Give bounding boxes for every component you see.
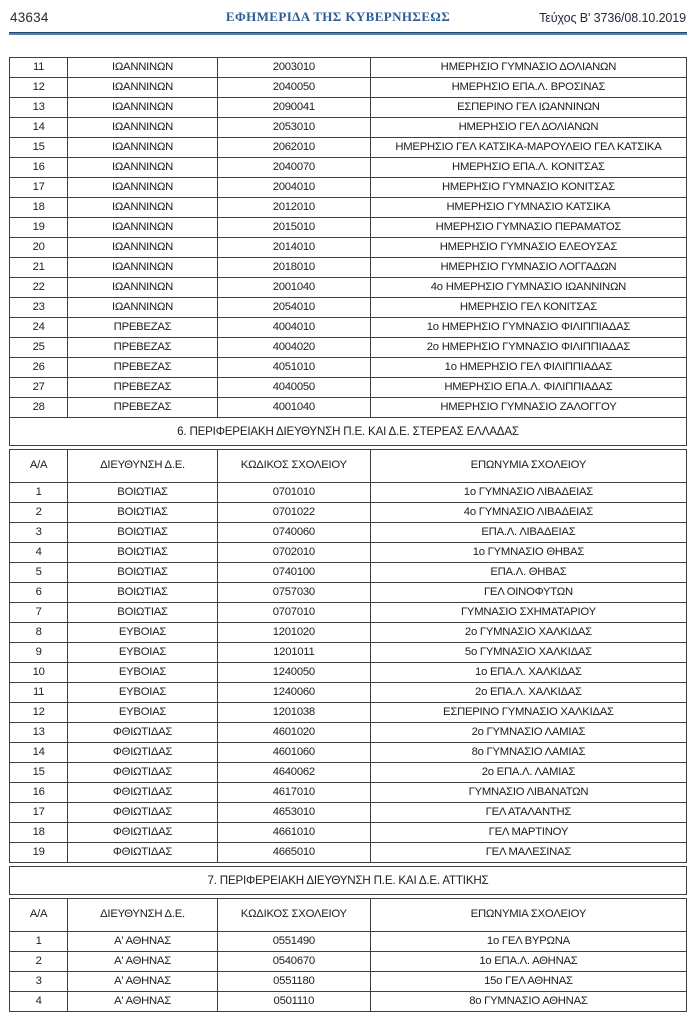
table-cell: ΕΥΒΟΙΑΣ	[68, 663, 218, 683]
schools-table-attikis	[9, 898, 687, 1012]
table-cell: 2001040	[217, 278, 370, 298]
table-cell: 4001040	[217, 398, 370, 418]
table-cell: 14	[10, 743, 68, 763]
table-cell: 1ο ΓΥΜΝΑΣΙΟ ΘΗΒΑΣ	[370, 543, 686, 563]
table-row	[10, 743, 687, 763]
table-cell: 2	[10, 952, 68, 972]
table-cell: 10	[10, 663, 68, 683]
gazette-title: ΕΦΗΜΕΡΙΔΑ ΤΗΣ ΚΥΒΕΡΝΗΣΕΩΣ	[225, 9, 451, 24]
table-cell: ΙΩΑΝΝΙΝΩΝ	[68, 98, 218, 118]
table-cell: 6	[10, 583, 68, 603]
table-cell: 1ο ΓΕΛ ΒΥΡΩΝΑ	[370, 932, 686, 952]
table-cell: ΗΜΕΡΗΣΙΟ ΕΠΑ.Λ. ΚΟΝΙΤΣΑΣ	[370, 158, 686, 178]
table-cell: 8ο ΓΥΜΝΑΣΙΟ ΑΘΗΝΑΣ	[370, 992, 686, 1012]
table-cell: ΙΩΑΝΝΙΝΩΝ	[68, 298, 218, 318]
table-cell: 1201038	[217, 703, 370, 723]
table-cell: ΠΡΕΒΕΖΑΣ	[68, 318, 218, 338]
table-cell: 3	[10, 972, 68, 992]
table-cell: 15ο ΓΕΛ ΑΘΗΝΑΣ	[370, 972, 686, 992]
table-row	[10, 398, 687, 418]
table-cell: 1ο ΗΜΕΡΗΣΙΟ ΓΕΛ ΦΙΛΙΠΠΙΑΔΑΣ	[370, 358, 686, 378]
table-cell: 18	[10, 823, 68, 843]
table-cell: 20	[10, 238, 68, 258]
table-cell: 8ο ΓΥΜΝΑΣΙΟ ΛΑΜΙΑΣ	[370, 743, 686, 763]
table-cell: ΒΟΙΩΤΙΑΣ	[68, 563, 218, 583]
table-cell: 2053010	[217, 118, 370, 138]
table-cell: ΒΟΙΩΤΙΑΣ	[68, 543, 218, 563]
table-cell: ΒΟΙΩΤΙΑΣ	[68, 483, 218, 503]
table-cell: ΕΥΒΟΙΑΣ	[68, 703, 218, 723]
table-cell: ΒΟΙΩΤΙΑΣ	[68, 503, 218, 523]
table-cell: 15	[10, 763, 68, 783]
table-cell: 22	[10, 278, 68, 298]
table-cell: 23	[10, 298, 68, 318]
table-cell: ΓΕΛ ΟΙΝΟΦΥΤΩΝ	[370, 583, 686, 603]
table-cell: ΗΜΕΡΗΣΙΟ ΓΕΛ ΚΟΝΙΤΣΑΣ	[370, 298, 686, 318]
table-cell: 15	[10, 138, 68, 158]
table-row	[10, 683, 687, 703]
page-header	[9, 0, 687, 32]
table-row	[10, 58, 687, 78]
table-row	[10, 158, 687, 178]
table-cell: 2014010	[217, 238, 370, 258]
table-cell: Α' ΑΘΗΝΑΣ	[68, 952, 218, 972]
table-cell: ΗΜΕΡΗΣΙΟ ΕΠΑ.Λ. ΦΙΛΙΠΠΙΑΔΑΣ	[370, 378, 686, 398]
table-cell: 2012010	[217, 198, 370, 218]
table-cell: 1ο ΗΜΕΡΗΣΙΟ ΓΥΜΝΑΣΙΟ ΦΙΛΙΠΠΙΑΔΑΣ	[370, 318, 686, 338]
table-cell: 4661010	[217, 823, 370, 843]
table-cell: 0551490	[217, 932, 370, 952]
table-row	[10, 278, 687, 298]
table-cell: 0707010	[217, 603, 370, 623]
table-cell: 5	[10, 563, 68, 583]
table-cell: ΗΜΕΡΗΣΙΟ ΓΥΜΝΑΣΙΟ ΚΟΝΙΤΣΑΣ	[370, 178, 686, 198]
table-cell: 0702010	[217, 543, 370, 563]
table-row	[10, 318, 687, 338]
table-cell: 5ο ΓΥΜΝΑΣΙΟ ΧΑΛΚΙΔΑΣ	[370, 643, 686, 663]
table-row	[10, 972, 687, 992]
table-cell: 4040050	[217, 378, 370, 398]
table-cell: 0701022	[217, 503, 370, 523]
table-cell: 0551180	[217, 972, 370, 992]
table-cell: 4653010	[217, 803, 370, 823]
table-cell: ΕΠΑ.Λ. ΛΙΒΑΔΕΙΑΣ	[370, 523, 686, 543]
table-header-row	[10, 899, 687, 932]
table-cell: 12	[10, 703, 68, 723]
column-header-school-name: ΕΠΩΝΥΜΙΑ ΣΧΟΛΕΙΟΥ	[370, 899, 686, 932]
column-header-aa: Α/Α	[10, 450, 68, 483]
table-cell: 1201011	[217, 643, 370, 663]
table-row	[10, 543, 687, 563]
table-row	[10, 992, 687, 1012]
table-cell: 19	[10, 843, 68, 863]
table-cell: 2003010	[217, 58, 370, 78]
table-cell: 28	[10, 398, 68, 418]
table-cell: 13	[10, 723, 68, 743]
table-cell: ΕΥΒΟΙΑΣ	[68, 623, 218, 643]
table-cell: Α' ΑΘΗΝΑΣ	[68, 932, 218, 952]
table-row	[10, 803, 687, 823]
table-cell: ΙΩΑΝΝΙΝΩΝ	[68, 278, 218, 298]
table-cell: ΙΩΑΝΝΙΝΩΝ	[68, 78, 218, 98]
column-header-direction: ΔΙΕΥΘΥΝΣΗ Δ.Ε.	[68, 450, 218, 483]
table-cell: 0701010	[217, 483, 370, 503]
table-cell: ΦΘΙΩΤΙΔΑΣ	[68, 843, 218, 863]
table-cell: ΗΜΕΡΗΣΙΟ ΓΥΜΝΑΣΙΟ ΛΟΓΓΑΔΩΝ	[370, 258, 686, 278]
table-cell: 2015010	[217, 218, 370, 238]
table-cell: ΓΥΜΝΑΣΙΟ ΣΧΗΜΑΤΑΡΙΟΥ	[370, 603, 686, 623]
table-cell: ΕΣΠΕΡΙΝΟ ΓΥΜΝΑΣΙΟ ΧΑΛΚΙΔΑΣ	[370, 703, 686, 723]
table-cell: 1ο ΕΠΑ.Λ. ΑΘΗΝΑΣ	[370, 952, 686, 972]
table-header-row	[10, 450, 687, 483]
table-row	[10, 523, 687, 543]
table-cell: ΗΜΕΡΗΣΙΟ ΓΥΜΝΑΣΙΟ ΠΕΡΑΜΑΤΟΣ	[370, 218, 686, 238]
table-cell: ΙΩΑΝΝΙΝΩΝ	[68, 258, 218, 278]
table-cell: 7	[10, 603, 68, 623]
table-row	[10, 218, 687, 238]
table-cell: ΗΜΕΡΗΣΙΟ ΓΕΛ ΚΑΤΣΙΚΑ-ΜΑΡΟΥΛΕΙΟ ΓΕΛ ΚΑΤΣΙΚΑ	[370, 138, 686, 158]
table-cell: 17	[10, 803, 68, 823]
table-row	[10, 932, 687, 952]
section-7-title: 7. ΠΕΡΙΦΕΡΕΙΑΚΗ ΔΙΕΥΘΥΝΣΗ Π.Ε. ΚΑΙ Δ.Ε. ΑΤΤΙΚΗΣ	[9, 866, 687, 895]
table-cell: 4	[10, 992, 68, 1012]
table-row	[10, 563, 687, 583]
table-cell: 27	[10, 378, 68, 398]
table-row	[10, 78, 687, 98]
table-cell: 0757030	[217, 583, 370, 603]
table-row	[10, 118, 687, 138]
table-cell: ΕΣΠΕΡΙΝΟ ΓΕΛ ΙΩΑΝΝΙΝΩΝ	[370, 98, 686, 118]
table-cell: 4ο ΓΥΜΝΑΣΙΟ ΛΙΒΑΔΕΙΑΣ	[370, 503, 686, 523]
table-cell: ΕΥΒΟΙΑΣ	[68, 683, 218, 703]
table-cell: ΓΕΛ ΜΑΛΕΣΙΝΑΣ	[370, 843, 686, 863]
table-cell: 1	[10, 932, 68, 952]
table-cell: ΙΩΑΝΝΙΝΩΝ	[68, 238, 218, 258]
table-cell: 2062010	[217, 138, 370, 158]
table-cell: ΙΩΑΝΝΙΝΩΝ	[68, 198, 218, 218]
table-cell: 14	[10, 118, 68, 138]
column-header-school-code: ΚΩΔΙΚΟΣ ΣΧΟΛΕΙΟΥ	[217, 450, 370, 483]
table-cell: ΠΡΕΒΕΖΑΣ	[68, 398, 218, 418]
table-cell: 2ο ΗΜΕΡΗΣΙΟ ΓΥΜΝΑΣΙΟ ΦΙΛΙΠΠΙΑΔΑΣ	[370, 338, 686, 358]
table-row	[10, 138, 687, 158]
table-cell: ΕΠΑ.Λ. ΘΗΒΑΣ	[370, 563, 686, 583]
table-cell: 4	[10, 543, 68, 563]
table-row	[10, 763, 687, 783]
table-cell: 0740060	[217, 523, 370, 543]
table-cell: 2ο ΕΠΑ.Λ. ΛΑΜΙΑΣ	[370, 763, 686, 783]
table-cell: ΠΡΕΒΕΖΑΣ	[68, 338, 218, 358]
table-cell: 11	[10, 683, 68, 703]
table-cell: 4601060	[217, 743, 370, 763]
table-cell: 2054010	[217, 298, 370, 318]
table-cell: ΙΩΑΝΝΙΝΩΝ	[68, 218, 218, 238]
issue-info: Τεύχος Β' 3736/08.10.2019	[539, 11, 686, 25]
table-row	[10, 298, 687, 318]
table-cell: ΙΩΑΝΝΙΝΩΝ	[68, 138, 218, 158]
table-cell: 0501110	[217, 992, 370, 1012]
table-cell: ΦΘΙΩΤΙΔΑΣ	[68, 823, 218, 843]
table-cell: 1201020	[217, 623, 370, 643]
table-row	[10, 378, 687, 398]
table-row	[10, 503, 687, 523]
table-cell: 26	[10, 358, 68, 378]
table-cell: 12	[10, 78, 68, 98]
table-cell: 2ο ΓΥΜΝΑΣΙΟ ΛΑΜΙΑΣ	[370, 723, 686, 743]
page-number: 43634	[10, 10, 49, 25]
table-cell: ΒΟΙΩΤΙΑΣ	[68, 523, 218, 543]
table-cell: 4640062	[217, 763, 370, 783]
table-row	[10, 258, 687, 278]
table-row	[10, 663, 687, 683]
table-row	[10, 783, 687, 803]
table-row	[10, 823, 687, 843]
schools-table-sterea-elladas	[9, 449, 687, 863]
table-cell: ΗΜΕΡΗΣΙΟ ΕΠΑ.Λ. ΒΡΟΣΙΝΑΣ	[370, 78, 686, 98]
table-cell: 2ο ΕΠΑ.Λ. ΧΑΛΚΙΔΑΣ	[370, 683, 686, 703]
table-cell: ΦΘΙΩΤΙΔΑΣ	[68, 803, 218, 823]
table-row	[10, 843, 687, 863]
table-cell: 1	[10, 483, 68, 503]
table-cell: 19	[10, 218, 68, 238]
table-cell: 16	[10, 158, 68, 178]
table-cell: ΙΩΑΝΝΙΝΩΝ	[68, 58, 218, 78]
table-cell: 11	[10, 58, 68, 78]
table-cell: 8	[10, 623, 68, 643]
table-cell: 4665010	[217, 843, 370, 863]
table-cell: 0740100	[217, 563, 370, 583]
table-cell: 2004010	[217, 178, 370, 198]
table-row	[10, 98, 687, 118]
table-cell: 25	[10, 338, 68, 358]
table-cell: Α' ΑΘΗΝΑΣ	[68, 992, 218, 1012]
table-cell: ΦΘΙΩΤΙΔΑΣ	[68, 743, 218, 763]
table-cell: 16	[10, 783, 68, 803]
table-cell: 4ο ΗΜΕΡΗΣΙΟ ΓΥΜΝΑΣΙΟ ΙΩΑΝΝΙΝΩΝ	[370, 278, 686, 298]
table-cell: 0540670	[217, 952, 370, 972]
section-6-title: 6. ΠΕΡΙΦΕΡΕΙΑΚΗ ΔΙΕΥΘΥΝΣΗ Π.Ε. ΚΑΙ Δ.Ε. ΣΤΕΡΕΑΣ ΕΛΛΑΔΑΣ	[9, 417, 687, 446]
table-cell: 3	[10, 523, 68, 543]
table-row	[10, 338, 687, 358]
table-cell: 21	[10, 258, 68, 278]
column-header-direction: ΔΙΕΥΘΥΝΣΗ Δ.Ε.	[68, 899, 218, 932]
table-row	[10, 603, 687, 623]
table-cell: 2040050	[217, 78, 370, 98]
table-row	[10, 643, 687, 663]
table-cell: 4051010	[217, 358, 370, 378]
table-cell: ΦΘΙΩΤΙΔΑΣ	[68, 763, 218, 783]
table-row	[10, 583, 687, 603]
table-row	[10, 358, 687, 378]
table-cell: 17	[10, 178, 68, 198]
schools-table-continued	[9, 57, 687, 418]
table-row	[10, 703, 687, 723]
table-cell: ΓΕΛ ΑΤΑΛΑΝΤΗΣ	[370, 803, 686, 823]
table-cell: 2	[10, 503, 68, 523]
table-row	[10, 623, 687, 643]
table-row	[10, 238, 687, 258]
table-cell: ΗΜΕΡΗΣΙΟ ΓΥΜΝΑΣΙΟ ΚΑΤΣΙΚΑ	[370, 198, 686, 218]
table-cell: 9	[10, 643, 68, 663]
table-cell: 13	[10, 98, 68, 118]
header-rule-blue	[9, 33, 687, 35]
table-cell: 4601020	[217, 723, 370, 743]
table-cell: 1ο ΕΠΑ.Λ. ΧΑΛΚΙΔΑΣ	[370, 663, 686, 683]
table-cell: 24	[10, 318, 68, 338]
column-header-school-code: ΚΩΔΙΚΟΣ ΣΧΟΛΕΙΟΥ	[217, 899, 370, 932]
table-cell: 1240050	[217, 663, 370, 683]
table-cell: Α' ΑΘΗΝΑΣ	[68, 972, 218, 992]
page-content	[9, 57, 687, 1012]
table-cell: ΓΕΛ ΜΑΡΤΙΝΟΥ	[370, 823, 686, 843]
table-cell: 4004010	[217, 318, 370, 338]
table-cell: ΗΜΕΡΗΣΙΟ ΓΥΜΝΑΣΙΟ ΖΑΛΟΓΓΟΥ	[370, 398, 686, 418]
table-row	[10, 198, 687, 218]
table-cell: ΙΩΑΝΝΙΝΩΝ	[68, 178, 218, 198]
table-cell: ΠΡΕΒΕΖΑΣ	[68, 358, 218, 378]
table-row	[10, 952, 687, 972]
table-row	[10, 723, 687, 743]
table-cell: ΦΘΙΩΤΙΔΑΣ	[68, 723, 218, 743]
table-cell: 4004020	[217, 338, 370, 358]
table-cell: ΗΜΕΡΗΣΙΟ ΓΥΜΝΑΣΙΟ ΔΟΛΙΑΝΩΝ	[370, 58, 686, 78]
table-cell: ΒΟΙΩΤΙΑΣ	[68, 603, 218, 623]
table-cell: ΒΟΙΩΤΙΑΣ	[68, 583, 218, 603]
table-cell: ΗΜΕΡΗΣΙΟ ΓΕΛ ΔΟΛΙΑΝΩΝ	[370, 118, 686, 138]
table-cell: ΗΜΕΡΗΣΙΟ ΓΥΜΝΑΣΙΟ ΕΛΕΟΥΣΑΣ	[370, 238, 686, 258]
table-cell: ΙΩΑΝΝΙΝΩΝ	[68, 118, 218, 138]
table-cell: ΙΩΑΝΝΙΝΩΝ	[68, 158, 218, 178]
table-cell: 2018010	[217, 258, 370, 278]
table-row	[10, 483, 687, 503]
table-cell: 4617010	[217, 783, 370, 803]
table-cell: 1ο ΓΥΜΝΑΣΙΟ ΛΙΒΑΔΕΙΑΣ	[370, 483, 686, 503]
table-row	[10, 178, 687, 198]
table-cell: ΕΥΒΟΙΑΣ	[68, 643, 218, 663]
column-header-school-name: ΕΠΩΝΥΜΙΑ ΣΧΟΛΕΙΟΥ	[370, 450, 686, 483]
table-cell: 2040070	[217, 158, 370, 178]
table-cell: 2090041	[217, 98, 370, 118]
table-cell: 18	[10, 198, 68, 218]
table-cell: ΠΡΕΒΕΖΑΣ	[68, 378, 218, 398]
column-header-aa: Α/Α	[10, 899, 68, 932]
table-cell: 2ο ΓΥΜΝΑΣΙΟ ΧΑΛΚΙΔΑΣ	[370, 623, 686, 643]
table-cell: ΦΘΙΩΤΙΔΑΣ	[68, 783, 218, 803]
table-cell: ΓΥΜΝΑΣΙΟ ΛΙΒΑΝΑΤΩΝ	[370, 783, 686, 803]
table-cell: 1240060	[217, 683, 370, 703]
